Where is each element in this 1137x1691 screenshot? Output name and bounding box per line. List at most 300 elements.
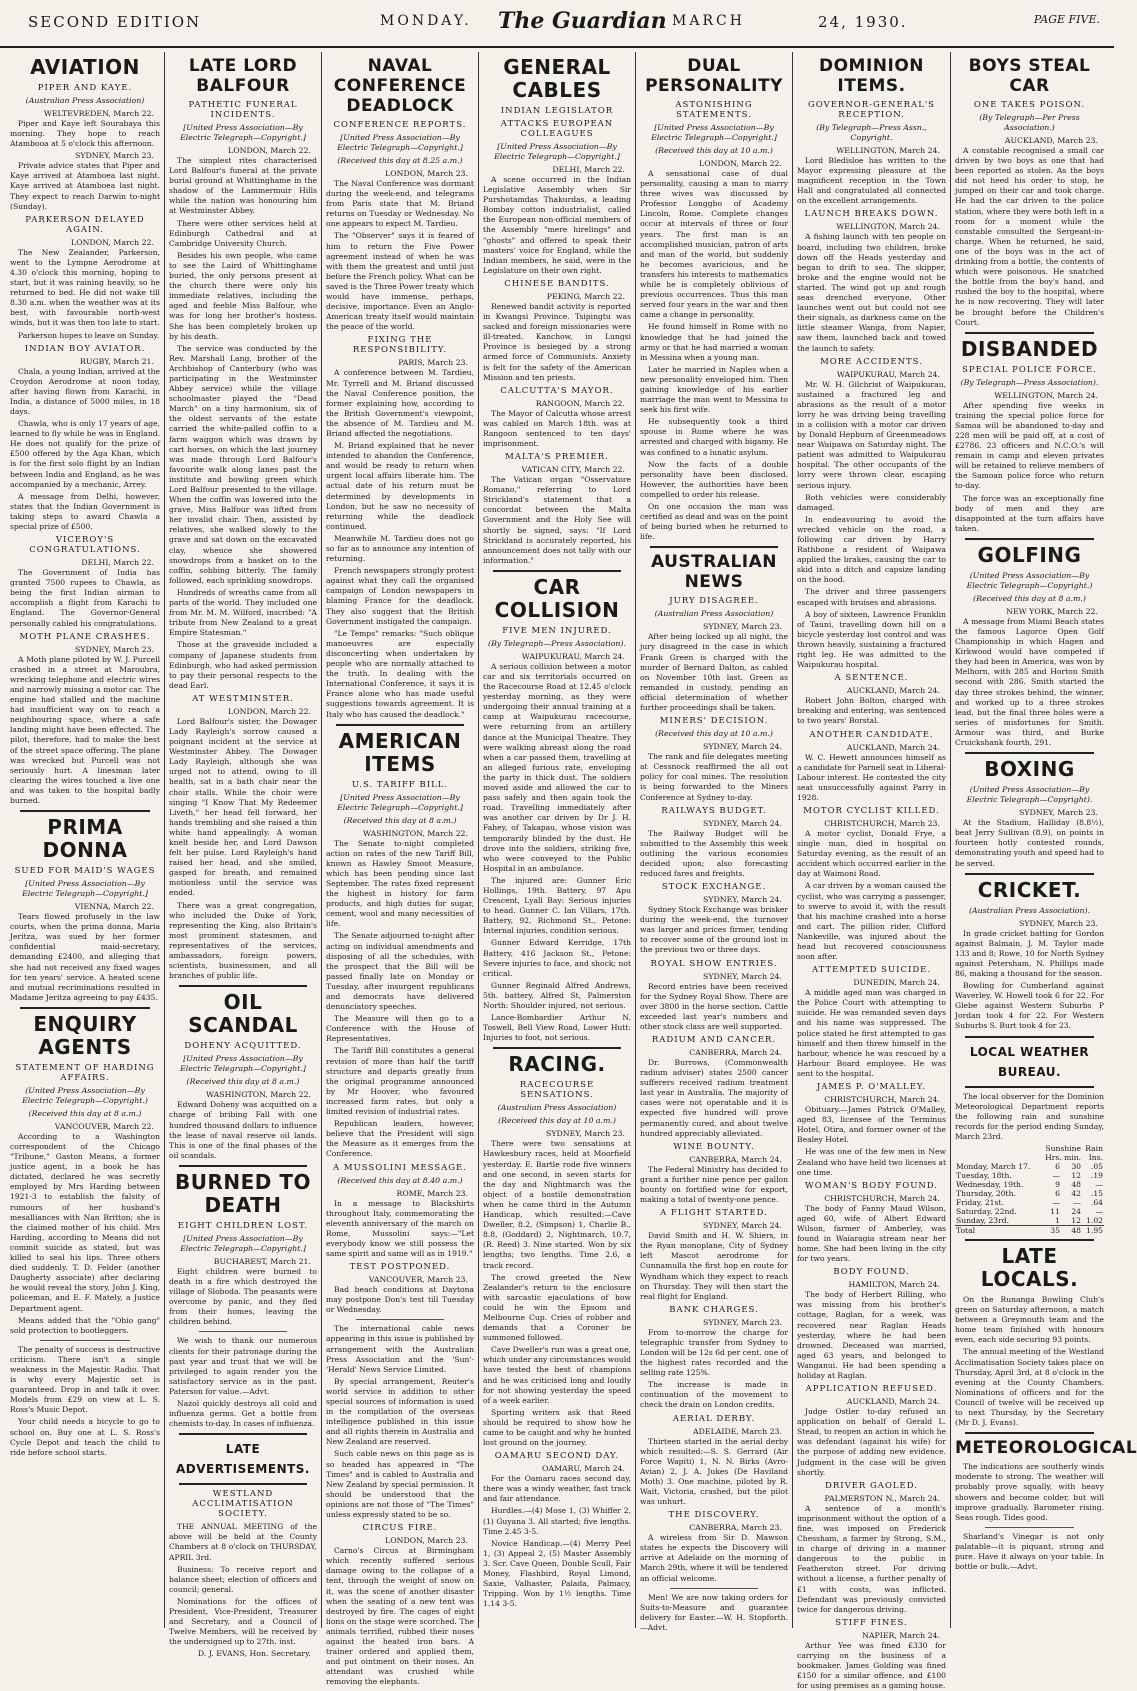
notice-paragraph: Such cable news on this page as is so headed has appeared in "The Times" and is cabled to Australia and New Zealand by special permission. It should be understood that the opinions are not those of "The Times" unless expressly stated to be so. xyxy=(326,1449,474,1520)
article-paragraph: He subsequently took a third spouse in Rome where he was arrested and charged with bigamy. He was confined to a lunatic asylum. xyxy=(640,417,789,457)
weather-cell: 12 xyxy=(1071,1171,1082,1180)
headline-oil-scandal: OIL SCANDAL xyxy=(188,990,298,1038)
dateline: DUNEDIN, March 24. xyxy=(853,978,940,988)
dateline: WAIPUKURAU, March 24. xyxy=(521,651,625,661)
article-paragraph: The body of Herbert Rilling, who was missing from his brother's cottage, Raglan, for a week, was recovered near Raglan Heads yesterday, where he had been drowned. Deceased was married, aged 63 years, and belonged to Wanganui. He had been spending a holiday at Raglan. xyxy=(797,1290,946,1380)
weather-total-cell: Total xyxy=(955,1226,1040,1236)
subhead: THE DISCOVERY. xyxy=(668,1510,760,1521)
weather-header-row xyxy=(955,1144,1104,1153)
dateline: BUCHAREST, March 21. xyxy=(213,1256,311,1266)
subhead: PARKERSON DELAYED AGAIN. xyxy=(25,214,145,235)
article-paragraph: Carno's Circus at Birmingham which recently suffered serious damage owing to the collapse of a tent, through the weight of snow on it, was the scene of another disaster when the seating of a new tent was destroyed by fire. The cages of eight lions on the stage were scorched. The animals terrified, rubbed their noses against the heated iron bars. A trainer ordered and applied them, and put ointment on their noses. An attendant was crushed while removing the elephants. xyxy=(326,1546,474,1687)
article-paragraph: The Government of India has granted 7500 rupees to Chawla, as being the first Indian airman to accomplish a flight from Karachi to England. The Governor-General personally cabled his congratulations. xyxy=(10,568,160,628)
weather-unit-cell: Ins. xyxy=(1088,1153,1103,1162)
article-paragraph: In a message to Blackshirts throughout Italy, commemorating the eleventh anniversary of the march on Rome, Mussolini says:—"Let everybody know we still possess the same spirit and same will as in 1919." xyxy=(326,1198,474,1258)
weather-header-cell: Sunshine xyxy=(1045,1144,1082,1153)
weather-cell: 9 xyxy=(1055,1180,1060,1189)
headline-american-items: AMERICAN ITEMS xyxy=(338,728,462,776)
weather-rows xyxy=(955,1162,1104,1235)
article-paragraph: The Tariff Bill constitutes a general revision of more than half the tariff structure and departs greatly from the original programme announced by Mr Hoover, who favoured increased farm rates, but only a limited revision of industrial rates. xyxy=(326,1046,474,1117)
headline-general-cables: GENERAL CABLES xyxy=(503,55,611,102)
subhead: CHINESE BANDITS. xyxy=(504,278,610,289)
subhead: FIVE MEN INJURED. xyxy=(502,625,612,636)
credit-line: (By Telegraph—Press Association). xyxy=(488,638,626,648)
received-line: (Received this day at 8 a.m.) xyxy=(186,1077,300,1087)
weather-cell: Thursday, 20th. xyxy=(956,1189,1016,1198)
subhead: CALCUTTA'S MAYOR. xyxy=(500,385,614,396)
dateline: SYDNEY, March 23. xyxy=(1019,918,1098,928)
subhead: ATTEMPTED SUICIDE. xyxy=(811,965,932,976)
dateline: VATICAN CITY, March 22. xyxy=(521,465,625,475)
weather-row xyxy=(955,1216,1104,1226)
article-paragraph: A car driven by a woman caused the cyclist, who was carrying a passenger, to swerve to avoid it, with the result that his machine crashed into a horse and cart. The pillion rider, Clifford Nankeville, was injured about the head but recovered consciousness soon after. xyxy=(797,881,946,962)
dateline: RUGBY, March 21. xyxy=(80,356,154,366)
weather-cell: Wednesday, 19th. xyxy=(956,1180,1024,1189)
weather-cell: 6 xyxy=(1055,1189,1060,1198)
day-label: MONDAY. xyxy=(380,13,472,29)
dateline: AUCKLAND, March 24. xyxy=(846,742,940,752)
weather-cell: — xyxy=(1095,1180,1103,1189)
subhead: STATEMENT OF HARDING AFFAIRS. xyxy=(15,1062,155,1083)
subhead: OAMARU SECOND DAY. xyxy=(494,1451,620,1462)
headline-cricket: CRICKET. xyxy=(977,877,1082,902)
date-label: 24, 1930. xyxy=(818,13,908,31)
dateline: WELLINGTON, March 24. xyxy=(994,390,1098,400)
article-paragraph: The injured are: Gunner Eric Hollings, 19th. Battery, 97 Apu Crescent, Lyall Bay: Serious injuries to head. Gunner C. Ian Villars, 17th. Battery, 92, Richmond St., Petone: Internal injuries, condition serious. xyxy=(483,875,631,936)
headline-enquiry-agents: ENQUIRY AGENTS xyxy=(33,1011,137,1059)
subhead: JAMES P. O'MALLEY. xyxy=(816,1082,927,1093)
subhead: WOMAN'S BODY FOUND. xyxy=(804,1180,939,1191)
credit-line: [United Press Association—By Electric Telegraph—Copyright.] xyxy=(180,123,306,142)
article-paragraph: Record entries have been received for the Sydney Royal Show. There are over 3800 in the horse section. Cattle exceeded last year's numbers and other stock class are well supported. xyxy=(640,981,788,1031)
column-3 xyxy=(321,52,478,1687)
page-number: PAGE FIVE. xyxy=(1033,13,1100,26)
subhead: ANOTHER CANDIDATE. xyxy=(809,729,934,740)
article-paragraph: The Measure will then go to a Conference with the House of Representatives. xyxy=(326,1014,474,1044)
weather-cell: 11 xyxy=(1050,1207,1060,1216)
weather-units-row xyxy=(955,1153,1104,1162)
credit-line: (By Telegraph—Per Press Association.) xyxy=(979,113,1080,132)
credit-line: [United Press Association—By Electric Telegraph—Copyright.] xyxy=(337,792,463,812)
masthead xyxy=(0,0,1114,48)
article-paragraph: The rank and file delegates meeting at Cessnock reaffirmed the all out policy for coal mines. The resolution is being forwarded to the Miners Conference at Sydney to-day. xyxy=(640,752,788,802)
headline-car-collision: CAR COLLISION xyxy=(494,574,620,622)
subhead: MOTOR CYCLIST KILLED. xyxy=(803,805,940,816)
subhead: GOVERNOR-GENERAL'S RECEPTION. xyxy=(807,100,935,120)
article-paragraph: The service was conducted by the Rev. Marshall Lang, brother of the Archbishop of Canterbury (who was participating in the Westminster Abbey service) while the village schoolmaster played the "Dead March" on a tiny harmonium, six of the oldest servants of the estate carried the white-palled coffin to a farm waggon which was drawn by cart horses, on which the last journey was made through Lord Balfour's favourite walk along lanes past the institute and bowling green which Lord Balfour presented to the village. When the coffin was lowered into the grave, Miss Balfour was lifted from her invalid chair. Then, assisted by relatives, she walked slowly to the grave and sat down on the excavated clay, whence she showered snowdrops from a basket on to the coffin, sobbing bitterly. The family followed, each sprinkling snowdrops. xyxy=(169,343,317,585)
subhead: STOCK EXCHANGE. xyxy=(661,882,767,893)
divider xyxy=(965,1086,1094,1088)
credit-line: (By Telegraph—Press Association). xyxy=(960,377,1099,387)
article-paragraph: The Senate to-night completed action on rates of the new Tariff Bill, known as Hawley Smoot Measure, which has been pending since last September. The rates fixed represent the highest in history for farm products, and high duties for sugar, cement, wool and many necessities of life. xyxy=(326,838,474,929)
article-paragraph: Obituary.—James Patrick O'Malley, aged 83, licensee of the Terminus Hotel, Otira, and former owner of the Bealey Hotel. xyxy=(797,1105,946,1145)
article-paragraph: Dr. Burrows, (Commonwealth radium adviser) states 2500 cancer sufferers received radium treatment last year in Australia. The majority of cases were not operatable and it is expected five hundred will prove permanently cured, and about twelve hundred appreciably alleviated. xyxy=(640,1058,788,1138)
subhead: AT WESTMINSTER. xyxy=(192,693,294,704)
dateline: SYDNEY, March 24. xyxy=(703,895,782,905)
weather-cell: 30 xyxy=(1071,1162,1082,1171)
article-paragraph: Republican leaders, however, believe that the President will sign the Measure as it emerges from the Conference. xyxy=(326,1119,474,1159)
article-paragraph: A conference between M. Tardieu, Mr. Tyrrell and M. Briand discussed the Naval Conference position, the former explaining how, according to the British Government's viewpoint, the absence of M. Tardieu and M. Briand affected the negotiations. xyxy=(326,368,474,438)
headline-dual-personality: DUAL PERSONALITY xyxy=(645,56,783,96)
dateline: CANBERRA, March 24. xyxy=(689,1154,782,1164)
headline-boxing: BOXING xyxy=(984,757,1075,782)
dateline: VANCOUVER, March 22. xyxy=(54,1121,154,1131)
article-paragraph: Hundreds of wreaths came from all parts of the world. They included one from Mr. M. M. Wilford, inscribed: "A tribute from New Zealand to a great Empire Statesman." xyxy=(169,587,317,638)
column-6 xyxy=(792,52,950,1691)
credit-line: [United Press Association—By Electric Telegraph—Copyright.] xyxy=(180,1054,306,1074)
notice-paragraph: The international cable news appearing in this issue is published by arrangement with the Australian Press Association and the 'Sun'-'Herald' News Service Limited. xyxy=(326,1324,474,1374)
article-paragraph: M. Briand explained that he never intended to abandon the Conference, and would be ready to return when urgent local affairs liberate him. The actual date of his return must be determined by developments in London, but he saw no necessity of returning while the deadlock continued. xyxy=(326,441,474,531)
article-paragraph: Arthur Yee was fined £330 for carrying on the business of a bookmaker. James Golding was fined £150 for a similar offence, and £100 for using premises as a gaming house. xyxy=(797,1640,946,1691)
article-paragraph: Robert John Bolton, charged with breaking and entering, was sentenced to two years' Borstal. xyxy=(797,696,946,726)
subhead: DRIVER GAOLED. xyxy=(825,1480,918,1491)
headline-dominion-items: DOMINION ITEMS. xyxy=(818,56,925,96)
dateline: VIENNA, March 22. xyxy=(74,902,154,912)
received-line: (Received this day at 8.25 a.m.) xyxy=(337,156,463,165)
dateline: SYDNEY, March 23. xyxy=(703,1317,782,1327)
article-paragraph: Novice Handicap.—(4) Merry Peel 1, (3) Appeal 2, (5) Master Assembly 3. Scr. Cave Queen, Double Scull, Fair Money, Flashbird, Royal Limond, Saxie, Valhaster, Palada, Palmacy, Tripping. Won by 1½ lengths. Time 1.14 3-5. xyxy=(483,1538,631,1609)
subhead: SUED FOR MAID'S WAGES xyxy=(14,866,156,877)
column-4 xyxy=(478,52,635,1628)
divider xyxy=(179,1165,307,1167)
article-paragraph: The increase is made in continuation of the movement to check the drain on London credits. xyxy=(640,1380,788,1410)
divider xyxy=(356,1319,444,1320)
dateline: DELHI, March 22. xyxy=(81,558,154,568)
article-paragraph: Meanwhile M. Tardieu does not go so far as to announce any intention of returning. xyxy=(326,533,474,564)
dateline: AUCKLAND, March 24. xyxy=(846,1397,940,1407)
subhead: U.S. TARIFF BILL. xyxy=(351,779,449,790)
article-paragraph: Cave Dweller's run was a great one, which under any circumstances would have tested the best of champions and he was criticised long and loudly for not showing yesterday the speed of a week earlier. xyxy=(483,1345,632,1405)
subhead: PATHETIC FUNERAL INCIDENTS. xyxy=(188,100,298,120)
dateline: SYDNEY, March 24. xyxy=(703,818,782,828)
article-paragraph: Lord Bledisloe has written to the Mayor expressing pleasure at the magnificent reception in the Town Hall and congratulated all connected on the excellent arrangements. xyxy=(797,156,946,206)
credit-line: (Australian Press Association) xyxy=(654,609,774,619)
article-paragraph: French newspapers strongly protest against what they call the organised campaign of London newspapers in blaming France for the deadlock. They also suggest that the British Government instigated the campaign. xyxy=(326,566,474,626)
dateline: CHRISTCHURCH, March 24. xyxy=(824,1095,940,1105)
weather-unit-cell: Hrs. min. xyxy=(1045,1153,1082,1162)
divider xyxy=(670,1588,758,1589)
divider xyxy=(493,1047,621,1049)
article-paragraph: A middle aged man was charged in the Police Court with attempting to suicide. He was remanded seven days and his name was suppressed. The police stated he first attempted to gas himself and then threw himself in the harbour, whence he was rescued by a Harbour Board employee. He was sent to the hospital. xyxy=(797,988,946,1078)
article-paragraph: Both vehicles were considerably damaged. xyxy=(797,492,946,512)
headline-racing: RACING. xyxy=(508,1052,606,1077)
article-paragraph: After spending five weeks in training the special police force for Samoa will be abandoned to-day and 228 men will be paid off, at a cost of £2786. 23 officers and N.C.O.'s will remain in camp and eleven privates will be retained to relieve members of the Samoan police force who return to-day. xyxy=(955,400,1104,491)
article-paragraph: A boy of sixteen, Lawrence Franklin of Tauni, travelling down hill on a bicycle yesterday lost control and was thrown heavily, sustaining a fractured right leg. He was admitted to the Waipukurau hospital. xyxy=(797,609,946,670)
article-paragraph: On the Runanga Bowling Club's green on Saturday afternoon, a match between a Greymouth team and the home team finished with honours even, each side securing 93 points. xyxy=(955,1295,1104,1345)
article-paragraph: Renewed bandit activity is reported in Kwangsi Province. Tsipingtu was sacked and foreign missionaries were ill-treated. Kanchow, in Lungsi Province is besieged by a strong armed force of Communists. Anxiety is felt for the safety of the American Mission and ten priests. xyxy=(483,301,631,382)
dateline: SYDNEY, March 23. xyxy=(1019,808,1098,818)
subhead: DOHENY ACQUITTED. xyxy=(184,1041,302,1052)
dateline: CHRISTCHURCH, March 24. xyxy=(824,1193,940,1203)
subhead: BODY FOUND. xyxy=(833,1267,910,1278)
dateline: NAPIER, March 24. xyxy=(862,1630,940,1640)
article-paragraph: Chawla, who is only 17 years of age, learned to fly while he was in England. He does not qualify for the prize of £500 offered by the Aga Khan, which is for the first solo flight by an Indian between India and England, as he was accompanied by a mechanic, Arrey. xyxy=(10,419,160,489)
dateline: PALMERSTON N., March 24. xyxy=(824,1493,940,1503)
article-paragraph: The New Zealander, Parkerson, went to the Lympne Aerodrome at 4.30 o'clock this morning, hoping to start, but it was raining heavily, so he returned to bed. He did not wake till 8.30 a.m. when the weather was at its best, with favourable north-west winds, but it was then too late to start. xyxy=(10,247,160,328)
divider xyxy=(336,724,464,726)
subhead: RADIUM AND CANCER. xyxy=(651,1035,777,1045)
column-1 xyxy=(6,52,164,1628)
article-paragraph: A fishing launch with ten people on board, including two children, broke down off the Heads yesterday and began to drift to sea. The skipper, broke and the engine would not be started. The wind got up and rough seas drenched everyone. Other launches went out but could not see their signals, as darkness came on the little steamer Wanga, from Napier, saw them, launched back and towed the launch to safety. xyxy=(797,232,946,353)
article-paragraph: A Moth plane piloted by W. J. Purcell crashed in a street at Maroubra, wrecking telephone and electric wires and narrowly missing a motor car. The engine had stalled and the machine had insufficient way on to reach a neighbouring space, where a safe landing might have been effected. The pilot, therefore, had to make the best of the street space offering. The plane was wrecked but Purcell was not seriously hurt. A linesman later clearing the wires touched a live one and was taken to the hospital badly burned. xyxy=(10,654,160,805)
dateline: SYDNEY, March 24. xyxy=(703,971,782,981)
subhead: EIGHT CHILDREN LOST. xyxy=(177,1220,309,1231)
newspaper-title: The Guardian xyxy=(498,8,667,34)
dateline: LONDON, March 23. xyxy=(385,1536,468,1546)
dateline: SYDNEY, March 23. xyxy=(546,1129,625,1139)
weather-total-cell: 1.95 xyxy=(1082,1226,1104,1236)
article-paragraph: Judge Ostler to-day refused an application on behalf of Gerald L. Stead, to reopen an action in which he was defendant (against his wife) for the purpose of adding new evidence. Judgment in the case will be given shortly. xyxy=(797,1407,946,1477)
headline-aviation: AVIATION xyxy=(30,55,140,79)
article-paragraph: Mr. W. H. Gilchrist of Waipukurau, sustained a fractured leg and abrasions as the result of a motor lorry he was driving being travelling in a collision with a motor car driven by Donald Hepburn of Greenmeadows near Waipawa on Saturday night. The patient was admitted to Waipukurau hospital. The other occupants of the lorry were thrown clear, escaping serious injury. xyxy=(797,379,946,490)
weather-total-cell: 35 xyxy=(1040,1226,1061,1236)
article-paragraph: There was a great congregation, who included the Duke of York, representing the King, also Britain's most prominent statesmen, and representatives of the services, ambassadors, foreign powers, scientists, businessmen, and all branches of public life. xyxy=(169,900,317,981)
article-paragraph: According to a Washington correspondent of the Chicago "Tribune," Gaston Means, a former justice agent, in a book he has dictated, declared he was secretly employed by Mrs Harding between 1921-3 to establish the falsity of rumours of her husband's mesalliances with Nan Britton; she is the claimed mother of his child. Mrs Harding, according to Means did not commit suicide as stated, but was killed to seal his lips. Three others died suddenly. T. D. Felder (another Daugherty associate) after declaring he would reveal the story, John J. King, policeman, and E. F. Mately, a Justice Department agent. xyxy=(10,1131,160,1313)
weather-cell: Monday, March 17. xyxy=(956,1162,1031,1171)
dateline: AUCKLAND, March 24. xyxy=(846,686,940,696)
subhead: INDIAN BOY AVIATOR. xyxy=(24,343,146,354)
subhead: MINERS' DECISION. xyxy=(659,716,769,727)
dateline: WAIPUKURAU, March 24. xyxy=(836,369,940,379)
subhead: MOTH PLANE CRASHES. xyxy=(19,631,151,642)
month-label: MARCH xyxy=(672,13,745,29)
dateline: RANGOON, March 22. xyxy=(535,398,625,408)
article-paragraph: A sensational case of dual personality, causing a man to marry three wives was discussed by Professor Longgbo of Academy Lincoln, Rome. Complete changes occur at intervals of three or four years. The first man is an accomplished musician, patron of arts and man of the world, but suddenly he becomes avaricious, and he transfers his interests to mathematics while he is completely oblivious of previous occurrences. Thus this man served four years in the war and then came a change in personality. xyxy=(640,169,788,320)
article-paragraph: W. C. Hewett announces himself as a candidate for Parnell seat in Liberal-Labour interest. He contested the city seat unsuccessfully against Parry in 1928. xyxy=(797,752,946,802)
article-paragraph: The Railway Budget will be submitted to the Assembly this week outlining the various economies decided upon; also forecasting reduced fares and freights. xyxy=(640,828,788,878)
notice-paragraph: By special arrangement, Reuter's world service in addition to other special sources of information is used in the compilation of the overseas intelligence published in this issue and all rights therein in Australia and New Zealand are reserved. xyxy=(326,1376,474,1447)
article-paragraph: Eight children were burned to death in a fire which destroyed the village of Sloboda. The peasants were overcome by panic, and they fled from their homes, leaving the children behind. xyxy=(169,1266,317,1327)
weather-total-cell: 48 xyxy=(1061,1226,1082,1236)
weather-cell: 24 xyxy=(1071,1207,1082,1216)
dateline: SYDNEY, March 24. xyxy=(703,742,782,752)
weather-header-cell xyxy=(955,1144,1040,1153)
article-paragraph: There were two sensations at Hawkesbury races, held at Moorfield yesterday. E. Bartle rode five winners and one second, in seven starts for the day and Nightmarch was the object of a hostile demonstration when he came third in the Autumn Handicap, which resulted:—Cave Dweller, 8.2, (Simpson) 1, Charlie B., 8.8, (Goddard) 2, Nightmarch, 10.7, (R. Reed) 3. Nine started. Won by six lengths; two lengths. Time 2.6, a track record. xyxy=(483,1139,631,1270)
headline-golfing: GOLFING xyxy=(977,542,1082,567)
article-paragraph: Piper and Kaye left Sourabaya this morning. They hope to reach Atambooa at 5 o'clock this afternoon. xyxy=(10,119,160,149)
headline-australian-news: AUSTRALIAN NEWS xyxy=(650,552,778,593)
received-line: (Received this day at 8 a.m.) xyxy=(343,815,457,825)
weather-cell: 42 xyxy=(1071,1189,1082,1198)
dateline: CANBERRA, March 24. xyxy=(689,1048,782,1057)
dateline: PEKING, March 22. xyxy=(546,291,625,301)
article-paragraph: The Naval Conference was dormant during the week-end, and telegrams from Paris state that M. Briand returns on Tuesday or Wednesday. No one appears to expect M. Tardieu. xyxy=(326,179,474,229)
article-paragraph: The Senate adjourned to-night after acting on individual amendments and disposing of all the schedules, with the prospect that the Bill will be passed finally late on Monday or Tuesday, after insurgent republicans and democrats have delivered denunciatory speeches. xyxy=(326,931,474,1012)
divider xyxy=(985,1527,1074,1528)
subhead: JURY DISAGREE. xyxy=(669,596,759,607)
article-paragraph: For the Oamaru races second day, there was a windy weather, fast track and fair attendance. xyxy=(483,1474,631,1504)
weather-table xyxy=(955,1144,1104,1235)
column-7 xyxy=(950,52,1137,1628)
article-paragraph: "Le Temps" remarks: "Such oblique manoeuvres are especially disconcerting when undertaken by people who are normally attached to the truth. In dealing with the International Conference, it says it is France alone who has made useful suggestions towards agreement. It is Italy who has caused the deadlock." xyxy=(326,628,474,719)
article-paragraph: The Federal Ministry has decided to grant a further nine pence per gallon bounty on fortified wine for export, making a total of twenty-one pence. xyxy=(640,1164,788,1205)
advertisement: Men! We are now taking orders for Suits-to-Measure and guarantee delivery for Easter.—W. H. Stopforth.—Advt. xyxy=(640,1592,788,1632)
article-paragraph: In endeavouring to avoid the wrecked vehicle on the road, a following car driven by Harry Rathbone a resident of Waipawa applied the brakes, causing the car to skid into a ditch and capsize landing on the hood. xyxy=(797,514,946,585)
article-paragraph: The force was an exceptionally fine body of men and they are disappointed at the turn affairs have taken. xyxy=(955,493,1104,533)
notice-paragraph: Nominations for the offices of President, Vice-President, Treasurer and Secretary, and a Council of Twelve Members, will be received by the undersigned up to 27th. inst. xyxy=(169,1596,317,1647)
article-paragraph: David Smith and H. W. Shiers, in the Ryan monoplane, City of Sydney left Mascot aerodrome for Cunnamulla the first hop en route for Wyndham which they expect to reach on Thursday. They will then start the real flight for England. xyxy=(640,1231,788,1301)
subhead: A FLIGHT STARTED. xyxy=(660,1208,768,1219)
subhead: FIXING THE RESPONSIBILITY. xyxy=(352,335,448,356)
credit-line: (Australian Press Association) xyxy=(25,96,145,105)
divider xyxy=(179,985,307,987)
subhead: INDIAN LEGISLATOR xyxy=(500,106,614,116)
article-paragraph: Means added that the "Ohio gang" sold protection to bootleggers. xyxy=(10,1315,160,1335)
subhead: WINE BOUNTY. xyxy=(673,1141,755,1152)
dateline: CHRISTCHURCH, March 23. xyxy=(824,818,940,828)
notice-paragraph: THE ANNUAL MEETING of the above will be held at the County Chambers at 8 o'clock on THURSDAY, APRIL 3rd. xyxy=(169,1522,317,1562)
subhead: AERIAL DERBY. xyxy=(672,1413,756,1424)
weather-cell: .64 xyxy=(1090,1198,1103,1207)
dateline: WELLINGTON, March 24. xyxy=(836,222,940,232)
article-paragraph: Now the facts of a double personality have been disclosed. However, the authorities have been compelled to order his release. xyxy=(640,459,788,499)
dateline: WELTEVREDEN, March 22. xyxy=(43,109,154,118)
weather-total-row xyxy=(955,1226,1104,1236)
article-paragraph: Chala, a young Indian, arrived at the Croydon Aerodrome at noon today, after having flown from Karachi, in India, a distance of 5000 miles, in 18 days. xyxy=(10,366,161,416)
subhead: BANK CHARGES. xyxy=(669,1304,759,1315)
dateline: HAMILTON, March 24. xyxy=(848,1280,940,1290)
subhead: ATTACKS EUROPEAN COLLEAGUES xyxy=(500,119,614,139)
subhead: A SENTENCE. xyxy=(834,673,909,684)
weather-row xyxy=(955,1162,1104,1171)
dateline: ADELAIDE, March 23. xyxy=(693,1426,782,1436)
divider xyxy=(965,332,1094,334)
dateline: AUCKLAND, March 23. xyxy=(1004,136,1098,145)
headline-boys-steal-car: BOYS STEAL CAR xyxy=(968,56,1091,96)
divider xyxy=(20,1007,150,1009)
credit-line: [United Press Association—By Electric Telegraph—Copyright.] xyxy=(337,133,463,152)
credit-line: (Australian Press Association) xyxy=(497,1103,617,1113)
dateline: ROME, March 23. xyxy=(396,1188,468,1198)
subhead: PIPER AND KAYE. xyxy=(37,83,133,93)
divider xyxy=(965,752,1094,754)
article-paragraph: Hurdles.—(4) Mose 1, (3) Whiffer 2, (1) Guyana 3. All started; five lengths. Time 2.45 3-5. xyxy=(483,1506,631,1536)
credit-line: (By Telegraph—Press Assn., Copyright. xyxy=(816,123,927,142)
dateline: SYDNEY, March 23. xyxy=(703,622,782,632)
article-paragraph: He was one of the few men in New Zealand who have held two licenses at one time. xyxy=(797,1147,946,1177)
subhead: CONFERENCE REPORTS. xyxy=(333,120,467,130)
credit-line: (United Press Association—By Electric Telegraph—Copyright.) xyxy=(966,570,1093,590)
received-line: (Received this day at 8 a.m.) xyxy=(973,593,1086,603)
headline-prima-donna: PRIMA DONNA xyxy=(42,815,128,863)
dateline: LONDON, March 22. xyxy=(228,146,311,155)
advertisement: Sharland's Vinegar is not only palatable—it is piquant, strong and pure. Have it always on your table. In bottle or bulk.—Advt. xyxy=(955,1531,1104,1572)
dateline: WASHINGTON, March 22. xyxy=(362,828,468,838)
headline-late-locals: LATE LOCALS. xyxy=(980,1244,1079,1291)
notice-paragraph: Business: To receive report and balance sheet; election of officers and council; general. xyxy=(169,1564,317,1594)
weather-cell: Tuesday, 18th. xyxy=(956,1171,1012,1180)
weather-cell: .15 xyxy=(1090,1189,1103,1198)
weather-cell: 6 xyxy=(1055,1162,1060,1171)
subhead: WESTLAND ACCLIMATISATION SOCIETY. xyxy=(192,1489,294,1520)
received-line: (Received this day at 10 a.m.) xyxy=(655,146,773,155)
weather-cell: Saturday, 22nd. xyxy=(956,1207,1017,1216)
article-paragraph: A wireless from Sir D. Mawson states he expects the Discovery will arrive at Adelaide on the morning of March 29th, where it will be tendered an official welcome. xyxy=(640,1533,788,1583)
advertisement: Your child needs a bicycle to go to school on. Buy one at L. S. Ross's Cycle Depot and teach the child to ride before school starts. xyxy=(10,1417,160,1457)
article-paragraph: The annual meeting of the Westland Acclimatisation Society takes place on Thursday, April 3rd, at 8 o'clock in the evening at the County Chambers. Nominations of officers and for the Council of twelve will be received up to next Thursday, by the Secretary (Mr D. J. Evans). xyxy=(955,1347,1104,1428)
weather-row xyxy=(955,1207,1104,1216)
weather-row xyxy=(955,1189,1104,1198)
weather-cell: — xyxy=(1052,1198,1060,1207)
dateline: NEW YORK, March 22. xyxy=(1006,606,1098,616)
advertisement: Nazol quickly destroys all cold and influenza germs. Get a bottle from chemists to-day. In cases of influenza. xyxy=(169,1399,317,1429)
subhead: LAUNCH BREAKS DOWN. xyxy=(804,209,939,220)
article-paragraph: The Mayor of Calcutta whose arrest was cabled on March 18th. was at Rangoon sentenced to ten days' imprisonment. xyxy=(483,408,631,448)
dateline: WELLINGTON, March 24. xyxy=(836,146,940,155)
dateline: DELHI, March 22. xyxy=(552,165,625,174)
credit-line: [United Press Association—By Electric Telegraph—Copyright.] xyxy=(180,1233,306,1253)
article-paragraph: Besides his own people, who came to see the Laird of Whittinghame buried, the only persons present at the church there were only his immediate relatives, including the aged and feeble Miss Balfour, who was for long her brother's hostess. She has been completely broken up by his death. xyxy=(169,250,317,341)
received-line: (Received this day at 10 a.m.) xyxy=(655,729,773,739)
article-paragraph: Lance-Bombardier Arthur N. Toswell, Bell View Road, Lower Hutt: Injuries to foot, not serious. xyxy=(483,1013,631,1043)
divider xyxy=(493,570,621,572)
subhead: STIFF FINES. xyxy=(835,1617,908,1628)
credit-line: [United Press Association—By Electric Telegraph—Copyright.] xyxy=(651,123,777,142)
column-5 xyxy=(635,52,792,1632)
received-line: (Received this day at 10 a.m.) xyxy=(498,1116,616,1126)
weather-row xyxy=(955,1180,1104,1189)
credit-line: (United Press Association—By Electric Telegraph—Copyright.) xyxy=(22,1085,148,1105)
divider xyxy=(179,1483,307,1485)
subhead: RACECOURSE SENSATIONS. xyxy=(519,1080,595,1101)
article-paragraph: Private advice states that Piper and Kaye arrived at Atamboea last night. Kaye arrived at Atamboea last night. They expect to reach Darwin to-night (Sunday). xyxy=(10,161,160,211)
received-line: (Received this day at 8 a.m.) xyxy=(28,1108,142,1118)
headline-meteorological: METEOROLOGICAL xyxy=(955,1438,1137,1459)
dateline: LONDON, March 22. xyxy=(228,706,311,716)
divider xyxy=(20,810,150,812)
weather-unit-cell xyxy=(955,1153,1040,1162)
subhead: CIRCUS FIRE. xyxy=(362,1523,438,1534)
edition-label: SECOND EDITION xyxy=(28,13,202,31)
column-2 xyxy=(164,52,321,1659)
divider xyxy=(40,1340,130,1341)
credit-line: [United Press Association—By Electric Telegraph—Copyright.] xyxy=(22,879,148,899)
article-paragraph: On one occasion the man was certified as dead and was on the point of being buried when he returned to life. xyxy=(640,502,788,542)
subhead: A MUSSOLINI MESSAGE. xyxy=(333,1162,467,1173)
headline-late-advertisements: LATE ADVERTISEMENTS. xyxy=(176,1442,310,1477)
dateline: SYDNEY, March 23. xyxy=(75,644,154,654)
weather-cell: 12 xyxy=(1071,1216,1082,1225)
subhead: MALTA'S PREMIER. xyxy=(505,452,609,463)
weather-cell: Sunday, 23rd. xyxy=(956,1216,1010,1225)
subhead: VICEROY'S CONGRATULATIONS. xyxy=(29,535,141,556)
weather-row xyxy=(955,1198,1104,1207)
article-paragraph: The indications are southerly winds moderate to strong. The weather will probably prove squally, with heavy showers and become colder, but will improve gradually. Barometer rising. Seas rough. Tides good. xyxy=(955,1462,1104,1522)
credit-line: (United Press Association—By Electric Telegraph—Copyright). xyxy=(966,785,1093,805)
notice-signature: D. J. EVANS, Hon. Secretary. xyxy=(197,1649,311,1659)
subhead: TEST POSTPONED. xyxy=(349,1262,451,1273)
dateline: CANBERRA, March 23. xyxy=(689,1523,782,1533)
newspaper-columns xyxy=(6,52,1137,1691)
article-paragraph: The "Observer" says it is feared of him to return the Five Power agreement instead of when he was with them the greatest and until just before the French policy. What can be saved is the Three Power treaty which would have immense, perhaps, decisive, importance. Even an Anglo-American treaty itself would maintain the peace of the world. xyxy=(326,231,474,332)
divider xyxy=(179,1433,307,1435)
divider xyxy=(199,1331,287,1332)
article-paragraph: From to-morrow the charge for telegraphic transfer from Sydney to London will be 12s 6d per cent. one of the highest rates recorded and the selling rate 125%. xyxy=(640,1327,788,1378)
divider xyxy=(965,1239,1094,1241)
dateline: SYDNEY, March 23. xyxy=(75,151,154,161)
dateline: VANCOUVER, March 23. xyxy=(368,1275,468,1285)
article-paragraph: Lord Balfour's sister, the Dowager Lady Rayleigh's sorrow caused a poignant incident at the service at Westminster Abbey. The Dowager Lady Rayleigh, although she was urged not to attend, owing to ill health, sat in a bath chair near the choir stalls. While the choir were singing "I Know That My Redeemer Liveth," her head fell forward, her hands trembling and she raised a thin white hand appealingly. A woman knelt beside her, and Lord Dawson felt her pulse. Lord Rayleigh's hand raised her head, and she smiled, gasped for breath, and remained motionless until the service was ended. xyxy=(169,716,317,898)
weather-cell: — xyxy=(1073,1198,1082,1207)
article-paragraph: Those at the graveside included a company of Japanese students from Edinburgh, who had asked permission to pay their personal respects to the dead Earl. xyxy=(169,640,317,690)
article-paragraph: Tears flowed profusely in the law courts, when the prima donna, Maria Jeritza, was sued by her former confidential maid-secretary, demanding £2400, and alleging that she had not received any fixed wages for ten years' service. A heated scene and mutual recriminations resulted in Madame Jeritza agreeing to pay £435. xyxy=(10,912,160,1002)
article-paragraph: There were other services held at Edinburgh Cathedral and at Cambridge University Church. xyxy=(169,218,317,248)
article-paragraph: Bowling for Cumberland against Waverley, W. Howell took 6 for 22. For Glebe against Western Suburbs P Jordan took 4 for 22. For Western Suburbs S. Burt took 4 for 23. xyxy=(955,981,1104,1031)
article-paragraph: A constable recognised a small car driven by two boys as one that had been reported as stolen. As the boys did not heed his order to stop, he jumped on their car and took charge. He had the car driven to the police station, where they were both left in a room for a moment while the constable consulted the Sergeant-in-charge. When he returned, he said, one of the boys was in the act of drinking from a bottle, the contents of which were poisonous. He snatched the bottle from the boy's hand, and rushed the boy to the hospital, where he is now recovering. They will later be brought before the Children's Court. xyxy=(955,146,1104,327)
weather-cell: .19 xyxy=(1090,1171,1103,1180)
dateline: PARIS, March 23. xyxy=(398,358,468,368)
divider xyxy=(965,1432,1094,1434)
